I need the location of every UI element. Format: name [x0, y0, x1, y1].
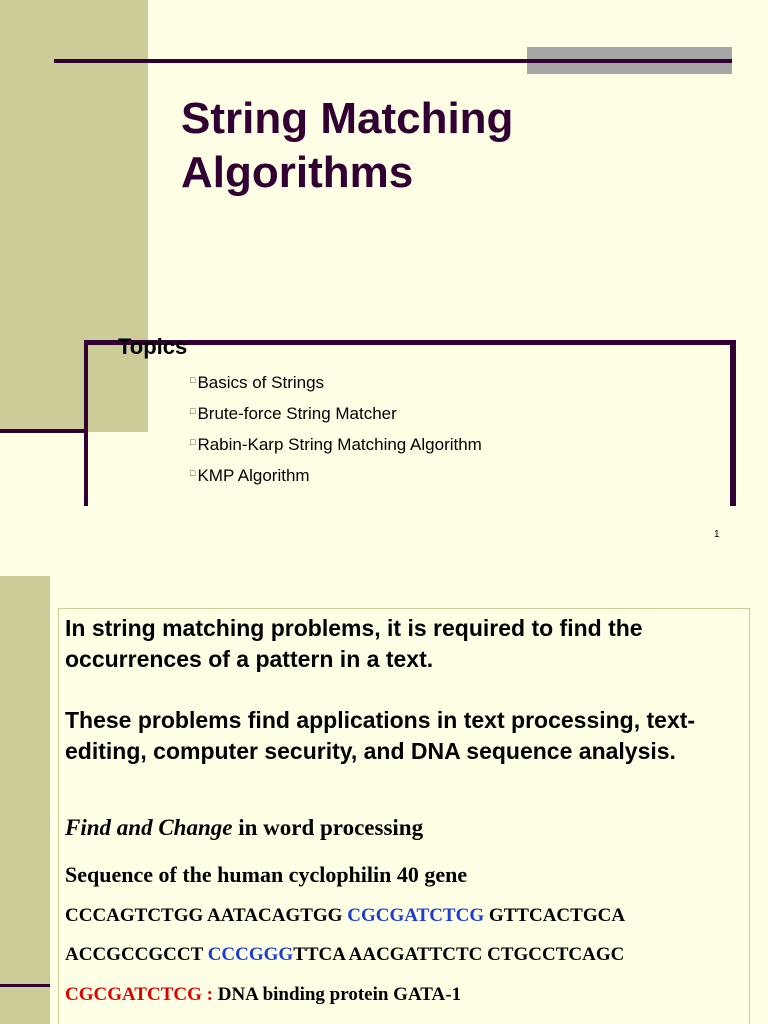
- list-item: [190, 366, 482, 397]
- topics-box-left-border: [84, 340, 88, 506]
- sequence-highlight: CCCGGG: [207, 944, 294, 965]
- sequence-text: DNA binding protein GATA-1: [217, 984, 462, 1005]
- left-rule: [0, 984, 50, 987]
- sequence-text: ACCGCCGCCT: [65, 944, 208, 965]
- topic-label: Rabin-Karp String Matching Algorithm: [197, 435, 482, 454]
- slide-title-line-1: String Matching: [181, 94, 514, 143]
- sequence-text: TTCA AACGATTCTC CTGCCTCAGC: [293, 944, 625, 965]
- square-bullet-icon: □: [190, 375, 196, 385]
- sequence-text: GTTCACTGCA: [484, 905, 626, 926]
- page-number: 1: [714, 529, 720, 540]
- find-change-line: [65, 815, 745, 841]
- sequence-title: Sequence of the human cyclophilin 40 gene: [65, 862, 468, 887]
- list-item: [190, 397, 482, 428]
- topic-label: Brute-force String Matcher: [197, 404, 397, 423]
- sequence-line-2: [65, 944, 745, 966]
- topic-label: Basics of Strings: [197, 373, 325, 392]
- sequence-text: CCCAGTCTGG AATACAGTGG: [65, 905, 348, 926]
- sidebar-decoration: [0, 576, 50, 1024]
- sequence-highlight: CGCGATCTCG: [347, 905, 485, 926]
- topics-heading: Topics: [118, 334, 188, 359]
- gray-accent-bar: [527, 47, 732, 74]
- slide-2: [0, 576, 768, 1024]
- list-item: [190, 428, 482, 459]
- topics-box-right-border: [730, 340, 736, 506]
- topics-list: [190, 366, 482, 490]
- find-change-emphasis: Find and Change: [65, 815, 233, 840]
- topic-label: KMP Algorithm: [197, 466, 310, 485]
- list-item: [190, 459, 482, 490]
- slide-title-line-2: Algorithms: [181, 148, 414, 197]
- square-bullet-icon: □: [190, 468, 196, 478]
- sequence-line-1: [65, 905, 745, 927]
- sequence-line-3: [65, 984, 745, 1006]
- applications-paragraph: These problems find applications in text processing, text-editing, computer security, and DNA sequence analysis.: [65, 707, 696, 764]
- slide-title: [181, 92, 701, 200]
- square-bullet-icon: □: [190, 406, 196, 416]
- intro-paragraph: In string matching problems, it is required to find the occurrences of a pattern in a text.: [65, 615, 643, 672]
- sequence-highlight: CGCGATCTCG :: [65, 984, 218, 1005]
- find-change-rest: in word processing: [232, 815, 424, 840]
- square-bullet-icon: □: [190, 437, 196, 447]
- left-rule: [0, 429, 84, 433]
